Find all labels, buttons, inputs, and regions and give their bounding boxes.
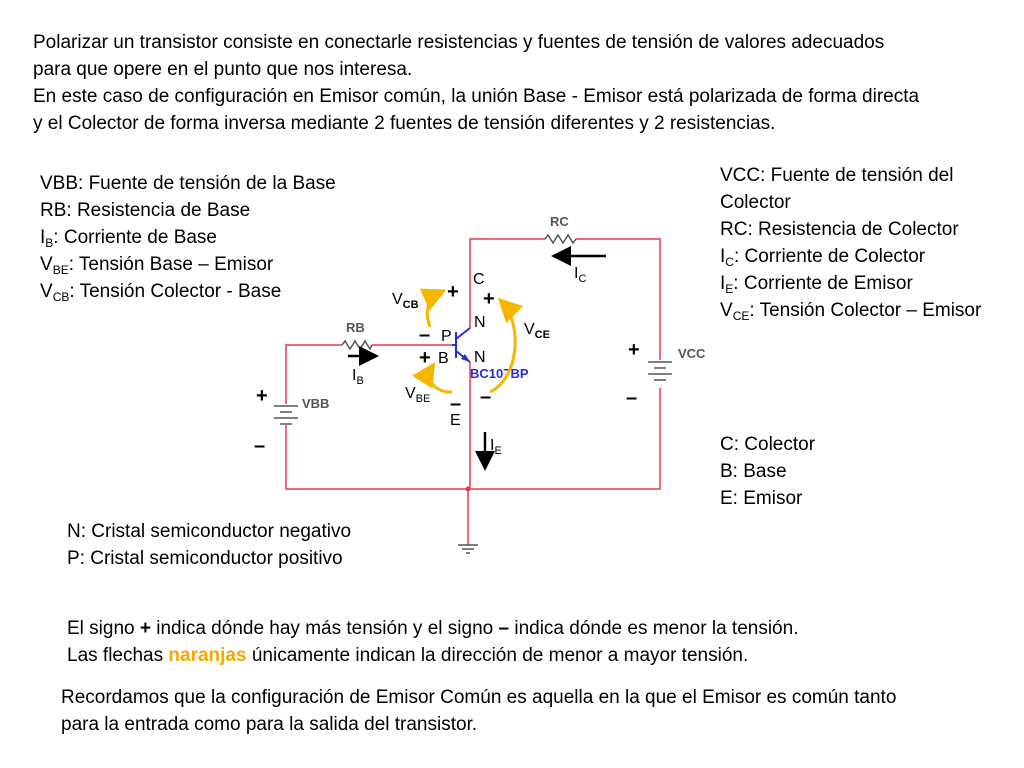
orange-word: naranjas: [168, 645, 247, 666]
legend-vbe: $V_{BE}$: Tensión Base – Emisor: [40, 254, 274, 277]
transistor-symbol: [452, 328, 470, 362]
transistor-model-label: BC107BP: [470, 366, 529, 381]
legend-ic: $I_C$: Corriente de Colector: [720, 246, 926, 269]
region-n-bottom: N: [474, 349, 486, 366]
vcb-plus-sign: +: [447, 281, 459, 303]
collector-letter: C: [473, 271, 485, 288]
legend-rb: RB: Resistencia de Base: [40, 200, 251, 221]
vbe-plus-sign: +: [419, 347, 431, 369]
vbe-arrow: [430, 367, 452, 392]
ie-label: $I_E$: [490, 437, 502, 457]
vce-minus-sign: –: [480, 386, 492, 408]
vcc-to-ground-wire: [286, 388, 660, 489]
intro-line: Polarizar un transistor consiste en conectarle resistencias y fuentes de tensión de valores adecuados: [33, 32, 885, 53]
rc-resistor: [545, 235, 576, 243]
vbb-battery: [274, 406, 298, 424]
legend-rc: RC: Resistencia de Colector: [720, 219, 959, 240]
vbe-label: $V_{BE}$: [405, 385, 431, 405]
legend-ib: $I_B$: Corriente de Base: [40, 227, 217, 250]
ib-label: $I_B$: [352, 367, 364, 387]
vbe-minus-sign: –: [450, 393, 462, 415]
legend-vcb: $V_{CB}$: Tensión Colector - Base: [40, 281, 282, 304]
legend-vcc-line1: VCC: Fuente de tensión del: [720, 165, 954, 186]
region-n-top: N: [474, 314, 486, 331]
closing-line: para la entrada como para la salida del transistor.: [61, 714, 478, 735]
vbb-label: VBB: [302, 396, 330, 411]
vce-plus-sign: +: [483, 288, 495, 310]
vcc-label: VCC: [678, 346, 706, 361]
legend-ie: $I_E$: Corriente de Emisor: [720, 273, 913, 296]
ground-icon: [458, 545, 478, 553]
emitter-letter: E: [450, 412, 461, 429]
legend-vcc-line2: Colector: [720, 192, 791, 213]
vcb-label: $V_{CB}$: [392, 291, 419, 311]
legend-b: B: Base: [720, 461, 787, 482]
vbb-minus-sign: –: [254, 435, 266, 457]
vce-label: $V_{CE}$: [524, 321, 550, 341]
legend-p: P: Cristal semiconductor positivo: [67, 548, 343, 569]
intro-line: y el Colector de forma inversa mediante 2 fuentes de tensión diferentes y 2 resistencias.: [33, 113, 776, 134]
vcc-minus-sign: –: [626, 387, 638, 409]
vcc-battery: [648, 362, 672, 380]
vcc-plus-sign: +: [628, 339, 640, 361]
vbb-plus-sign: +: [256, 385, 268, 407]
legend-c: C: Colector: [720, 434, 816, 455]
intro-line: En este caso de configuración en Emisor común, la unión Base - Emisor está polarizada de forma directa: [33, 86, 920, 107]
legend-e: E: Emisor: [720, 488, 803, 509]
ground-node: [466, 487, 471, 492]
legend-vce: $V_{CE}$: Tensión Colector – Emisor: [720, 300, 982, 323]
rb-resistor: [342, 341, 372, 349]
vcb-minus-sign: –: [419, 324, 431, 346]
rb-label: RB: [346, 320, 365, 335]
legend-vbb: VBB: Fuente de tensión de la Base: [40, 173, 336, 194]
vcb-arrow: [427, 292, 441, 327]
intro-line: para que opere en el punto que nos interesa.: [33, 59, 413, 80]
rc-label: RC: [550, 214, 569, 229]
closing-line: Recordamos que la configuración de Emisor Común es aquella en la que el Emisor es común tanto: [61, 687, 897, 708]
signs-line-2: Las flechas naranjas únicamente indican la dirección de menor a mayor tensión.: [67, 645, 749, 666]
legend-n: N: Cristal semiconductor negativo: [67, 521, 352, 542]
region-p: P: [441, 328, 452, 345]
ic-label: $I_C$: [574, 265, 587, 285]
base-letter: B: [438, 350, 449, 367]
signs-line-1: El signo + indica dónde hay más tensión y el signo – indica dónde es menor la tensión.: [67, 618, 799, 639]
